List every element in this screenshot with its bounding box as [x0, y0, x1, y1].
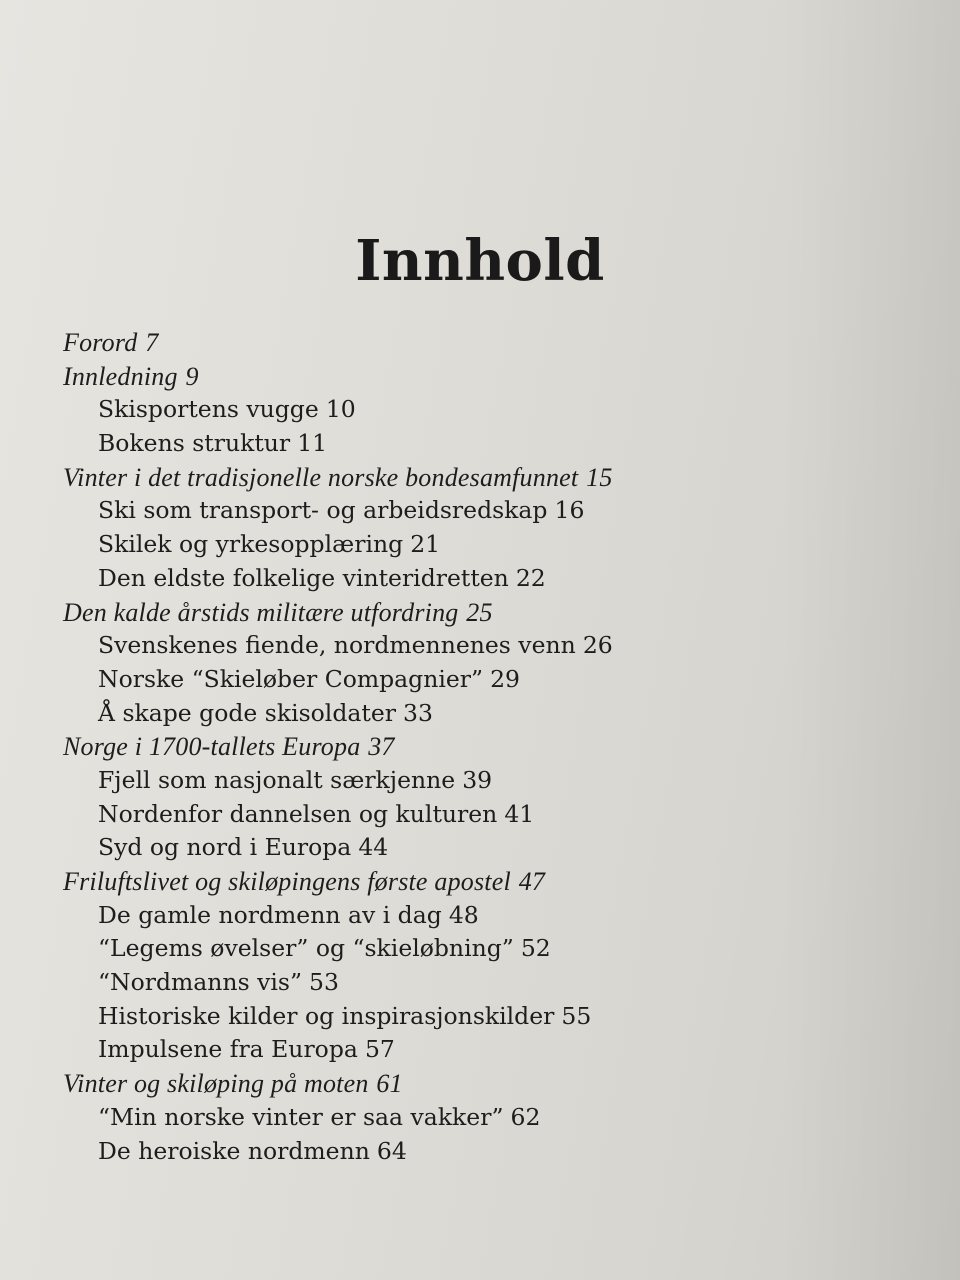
toc-entry-title: Fjell som nasjonalt særkjenne: [98, 765, 456, 794]
toc-entry-page: 44: [358, 833, 389, 862]
toc-entry-title: “Min norske vinter er saa vakker”: [98, 1102, 504, 1131]
toc-entry-title: Historiske kilder og inspirasjonskilder: [98, 1001, 555, 1030]
toc-entry-title: Norge i 1700-tallets Europa: [63, 732, 361, 762]
toc-entry-section: [63, 798, 923, 832]
toc-entry-page: 47: [518, 867, 546, 896]
toc-entry-page: 55: [561, 1001, 592, 1030]
toc-entry-title: “Nordmanns vis”: [98, 968, 302, 997]
toc-entry-title: Vinter og skiløping på moten: [63, 1069, 369, 1099]
toc-entry-section: [63, 764, 923, 798]
toc-entry-title: Nordenfor dannelsen og kulturen: [98, 799, 498, 828]
toc-entry-section: [63, 1033, 923, 1067]
toc-entry-page: 61: [376, 1069, 403, 1099]
toc-entry-title: Bokens struktur: [98, 429, 291, 458]
toc-entry-title: Syd og nord i Europa: [98, 833, 352, 862]
toc-entry-section: [63, 831, 923, 865]
toc-entry-page: 39: [462, 765, 493, 794]
toc-entry-page: 7: [145, 328, 159, 357]
toc-entry-page: 21: [410, 530, 441, 559]
toc-entry-title: Å skape gode skisoldater: [98, 698, 396, 727]
toc-entry-chapter: [63, 865, 923, 899]
toc-entry-section: [63, 427, 923, 461]
toc-entry-page: 15: [586, 462, 613, 492]
toc-entry-page: 25: [466, 597, 493, 627]
toc-entry-section: [63, 1101, 923, 1135]
toc-entry-title: Den eldste folkelige vinteridretten: [98, 563, 509, 592]
toc-entry-chapter: [63, 360, 923, 394]
toc-entry-title: Innledning: [63, 361, 178, 391]
page-title: Innhold: [355, 228, 605, 294]
toc-entry-title: Friluftslivet og skiløpingens første apostel: [63, 867, 511, 896]
toc-entry-section: [63, 966, 923, 1000]
toc-entry-page: 57: [364, 1035, 395, 1064]
toc-entry-page: 64: [376, 1136, 407, 1165]
table-of-contents: [63, 326, 923, 1168]
toc-entry-chapter: [63, 326, 923, 360]
toc-entry-page: 33: [403, 698, 433, 727]
toc-entry-section: [63, 629, 923, 663]
toc-entry-page: 53: [309, 968, 339, 997]
toc-entry-page: 37: [368, 732, 395, 762]
toc-entry-section: [63, 1000, 923, 1034]
toc-entry-title: De heroiske nordmenn: [98, 1136, 370, 1165]
toc-entry-title: De gamle nordmenn av i dag: [98, 900, 442, 929]
toc-entry-chapter: [63, 730, 923, 764]
toc-entry-title: Forord: [63, 328, 138, 357]
toc-entry-section: [63, 393, 923, 427]
toc-entry-page: 10: [325, 395, 356, 424]
toc-entry-title: Svenskenes fiende, nordmennenes venn: [98, 631, 576, 660]
toc-entry-page: 29: [490, 664, 520, 693]
toc-entry-chapter: [63, 1067, 923, 1101]
toc-entry-page: 62: [510, 1102, 541, 1131]
toc-entry-title: Vinter i det tradisjonelle norske bondesamfunnet: [63, 462, 579, 492]
toc-entry-section: [63, 494, 923, 528]
toc-entry-title: “Legems øvelser” og “skieløbning”: [98, 934, 514, 963]
toc-entry-title: Ski som transport- og arbeidsredskap: [98, 496, 548, 525]
toc-entry-page: 26: [582, 631, 613, 660]
toc-entry-section: [63, 899, 923, 933]
toc-entry-page: 16: [554, 496, 585, 525]
toc-entry-section: [63, 528, 923, 562]
toc-entry-section: [63, 562, 923, 596]
toc-entry-page: 48: [448, 900, 479, 929]
toc-entry-chapter: [63, 461, 923, 495]
toc-entry-page: 52: [520, 934, 551, 963]
toc-entry-section: [63, 1135, 923, 1169]
toc-entry-section: [63, 697, 923, 731]
toc-entry-section: [63, 932, 923, 966]
toc-entry-page: 41: [504, 799, 535, 828]
toc-entry-title: Impulsene fra Europa: [98, 1035, 358, 1064]
toc-entry-title: Skisportens vugge: [98, 395, 319, 424]
toc-entry-page: 22: [515, 563, 546, 592]
toc-entry-chapter: [63, 596, 923, 630]
toc-entry-page: 11: [297, 429, 328, 458]
toc-entry-title: Norske “Skieløber Compagnier”: [98, 664, 484, 693]
toc-entry-title: Skilek og yrkesopplæring: [98, 530, 404, 559]
toc-entry-page: 9: [185, 361, 199, 391]
toc-entry-title: Den kalde årstids militære utfordring: [63, 597, 459, 627]
toc-entry-section: [63, 663, 923, 697]
